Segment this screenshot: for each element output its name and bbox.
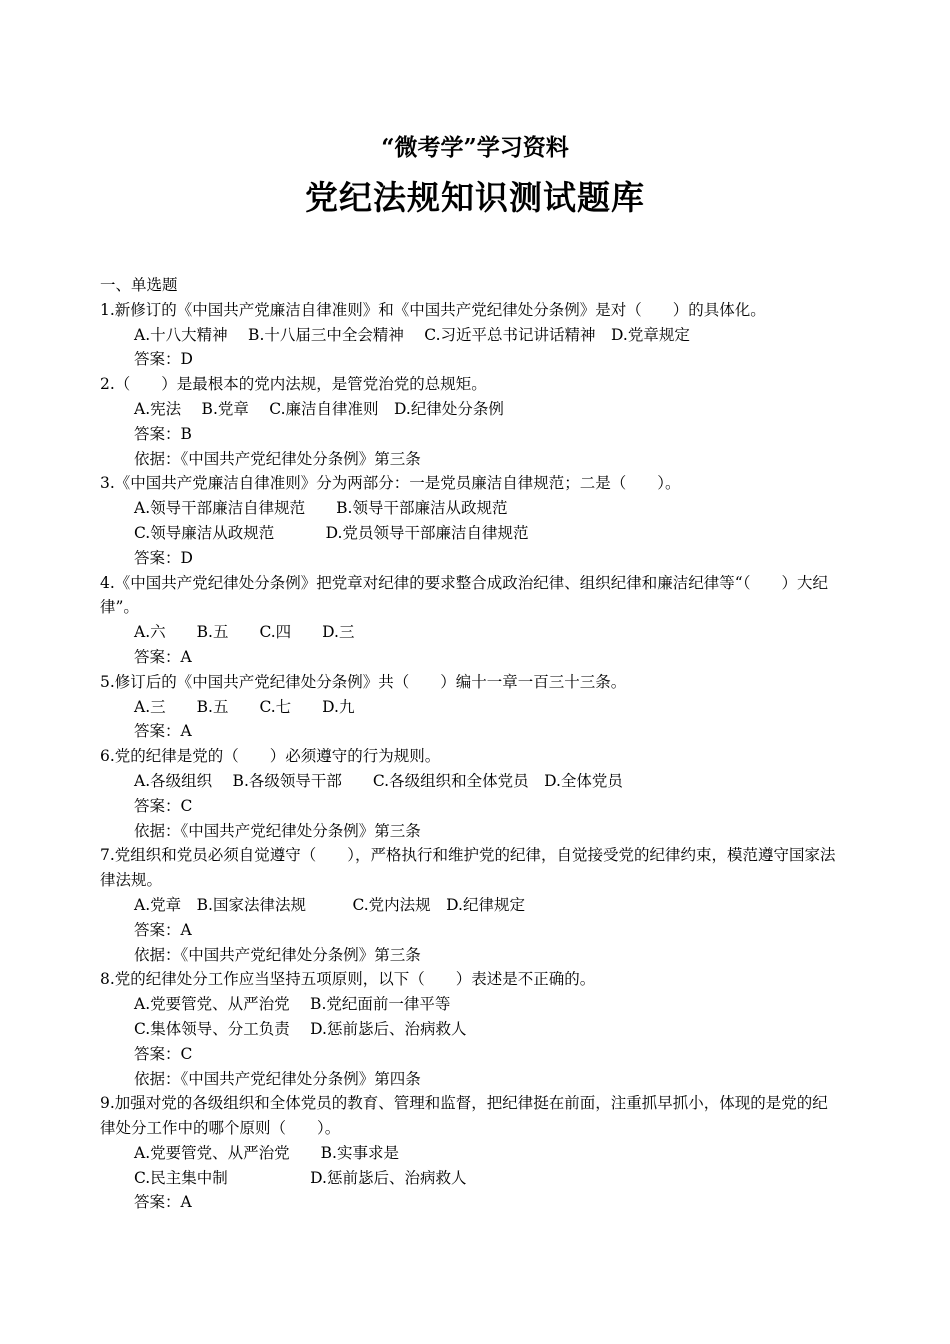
question-block bbox=[100, 967, 860, 1091]
question-basis: 依据：《中国共产党纪律处分条例》第三条 bbox=[134, 449, 421, 468]
question-basis: 依据：《中国共产党纪律处分条例》第三条 bbox=[134, 821, 421, 840]
question-stem: 7.党组织和党员必须自觉遵守（ ），严格执行和维护党的纪律，自觉接受党的纪律约束，模范遵守国家法 bbox=[100, 846, 836, 865]
question-answer: 答案：C bbox=[134, 1044, 193, 1063]
question-basis: 依据：《中国共产党纪律处分条例》第四条 bbox=[134, 1069, 421, 1088]
question-block bbox=[100, 471, 860, 570]
question-stem: 5.修订后的《中国共产党纪律处分条例》共（ ）编十一章一百三十三条。 bbox=[100, 672, 627, 691]
question-options: A.党要管党、从严治党 B.实事求是 bbox=[134, 1143, 399, 1162]
question-stem: 8.党的纪律处分工作应当坚持五项原则，以下（ ）表述是不正确的。 bbox=[100, 970, 596, 989]
question-stem: 3.《中国共产党廉洁自律准则》分为两部分：一是党员廉洁自律规范；二是（ ）。 bbox=[100, 474, 681, 493]
question-options: A.党要管党、从严治党 B.党纪面前一律平等 bbox=[134, 995, 451, 1014]
document-subtitle: “微考学”学习资料 bbox=[381, 134, 569, 161]
question-answer: 答案：D bbox=[134, 548, 193, 567]
question-options: A.党章 B.国家法律法规 C.党内法规 D.纪律规定 bbox=[134, 895, 525, 914]
question-stem: 律法规。 bbox=[100, 871, 163, 890]
question-options: C.集体领导、分工负责 D.惩前毖后、治病救人 bbox=[134, 1019, 467, 1038]
question-block bbox=[100, 1091, 860, 1215]
question-block bbox=[100, 298, 860, 372]
question-stem: 9.加强对党的各级组织和全体党员的教育、管理和监督，把纪律挺在前面，注重抓早抓小，体现的是党的纪 bbox=[100, 1094, 828, 1113]
question-options: A.六 B.五 C.四 D.三 bbox=[134, 623, 355, 642]
question-options: A.三 B.五 C.七 D.九 bbox=[134, 697, 355, 716]
question-stem: 6.党的纪律是党的（ ）必须遵守的行为规则。 bbox=[100, 747, 441, 766]
question-stem: 律处分工作中的哪个原则（ ）。 bbox=[100, 1119, 341, 1138]
question-basis: 依据：《中国共产党纪律处分条例》第三条 bbox=[134, 945, 421, 964]
question-stem: 律”。 bbox=[100, 598, 139, 617]
question-options: C.民主集中制 D.惩前毖后、治病救人 bbox=[134, 1168, 467, 1187]
question-options: A.各级组织 B.各级领导干部 C.各级组织和全体党员 D.全体党员 bbox=[134, 771, 623, 790]
section-heading: 一、单选题 bbox=[100, 276, 178, 294]
question-answer: 答案：C bbox=[134, 796, 193, 815]
question-block bbox=[100, 744, 860, 843]
question-list bbox=[100, 273, 860, 1215]
question-answer: 答案：A bbox=[134, 722, 192, 741]
question-block bbox=[100, 571, 860, 670]
question-block bbox=[100, 843, 860, 967]
document-title: 党纪法规知识测试题库 bbox=[305, 178, 645, 217]
question-answer: 答案：A bbox=[134, 920, 192, 939]
question-block bbox=[100, 372, 860, 471]
question-options: A.领导干部廉洁自律规范 B.领导干部廉洁从政规范 bbox=[134, 499, 508, 518]
question-answer: 答案：A bbox=[134, 647, 192, 666]
question-options: C.领导廉洁从政规范 D.党员领导干部廉洁自律规范 bbox=[134, 523, 529, 542]
question-stem: 2.（ ）是最根本的党内法规，是管党治党的总规矩。 bbox=[100, 375, 487, 394]
question-answer: 答案：B bbox=[134, 424, 192, 443]
question-block bbox=[100, 670, 860, 744]
question-options: A.十八大精神 B.十八届三中全会精神 C.习近平总书记讲话精神 D.党章规定 bbox=[134, 325, 690, 344]
question-options: A.宪法 B.党章 C.廉洁自律准则 D.纪律处分条例 bbox=[134, 399, 504, 418]
question-answer: 答案：A bbox=[134, 1193, 192, 1212]
question-stem: 4.《中国共产党纪律处分条例》把党章对纪律的要求整合成政治纪律、组织纪律和廉洁纪律等“（ ）大纪 bbox=[100, 573, 828, 592]
question-stem: 1.新修订的《中国共产党廉洁自律准则》和《中国共产党纪律处分条例》是对（ ）的具体化。 bbox=[100, 300, 766, 319]
question-answer: 答案：D bbox=[134, 350, 193, 369]
